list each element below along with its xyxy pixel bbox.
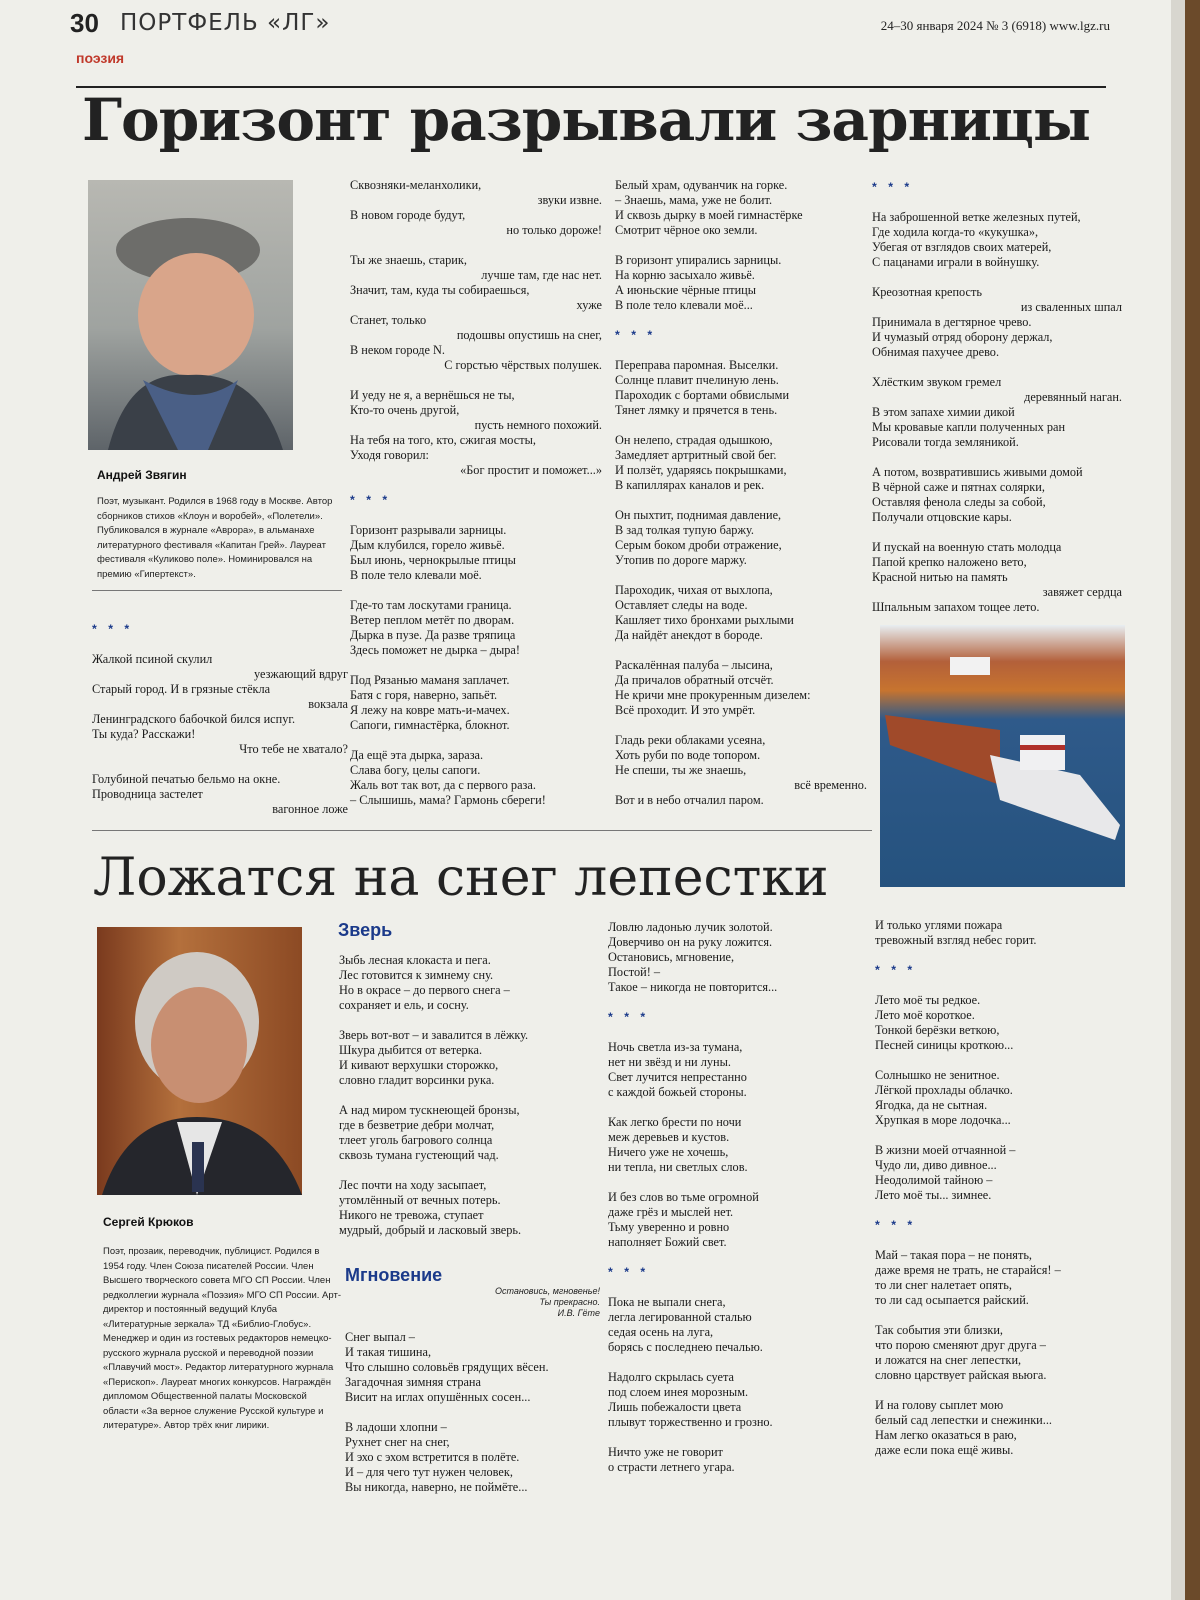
stanza-gap bbox=[608, 1025, 858, 1040]
portrait-image bbox=[97, 927, 302, 1195]
poem-line: Но в окрасе – до первого снега – bbox=[339, 983, 510, 997]
poem-line: тревожный взгляд небес горит. bbox=[875, 933, 1037, 947]
poem-line: Уходя говорил: bbox=[350, 448, 429, 462]
poem-line: Тьму уверенно и ровно bbox=[608, 1220, 730, 1234]
poem-line: Старый город. И в грязные стёкла bbox=[92, 682, 271, 696]
poem-line: Утопив по дороге маржу. bbox=[615, 553, 747, 567]
poem-line: Замедляет артритный свой бег. bbox=[615, 448, 777, 462]
poem-title-zver: Зверь bbox=[338, 920, 393, 940]
poem-line: звуки извне. bbox=[537, 193, 602, 207]
poem-line: нет ни звёзд и ни луны. bbox=[608, 1055, 731, 1069]
poem-line: Дырка в пузе. Да разве тряпица bbox=[350, 628, 516, 642]
stanza-stars: * * * bbox=[608, 1265, 650, 1279]
stanza-gap bbox=[350, 373, 602, 388]
poem-line: Кашляет тихо бронхами рыхлыми bbox=[615, 613, 794, 627]
poem-line: На тебя на того, кто, сжигая мосты, bbox=[350, 433, 536, 447]
poem-line: Зверь вот-вот – и завалится в лёжку. bbox=[339, 1028, 529, 1042]
epigraph-line: Остановись, мгновенье! bbox=[494, 1286, 600, 1296]
poem-line: Он пыхтит, поднимая давление, bbox=[615, 508, 782, 522]
poem-line: Слава богу, целы сапоги. bbox=[350, 763, 481, 777]
article2-title: Ложатся на снег лепестки bbox=[93, 848, 829, 908]
a2-column4 bbox=[875, 918, 1125, 1458]
poem-line: Лето моё ты... зимнее. bbox=[875, 1188, 992, 1202]
stanza-gap bbox=[350, 733, 602, 748]
poem-line: Сквозняки-меланхолики, bbox=[350, 178, 482, 192]
poem-line: Не кричи мне прокуренным дизелем: bbox=[615, 688, 811, 702]
poem-line: Никого не тревожа, ступает bbox=[339, 1208, 484, 1222]
section-title: ПОРТФЕЛЬ «ЛГ» bbox=[120, 10, 331, 36]
poem-line: Оставляет следы на воде. bbox=[615, 598, 748, 612]
poem-line: – Слышишь, мама? Гармонь сбереги! bbox=[350, 793, 546, 807]
poem-line: Голубиной печатью бельмо на окне. bbox=[92, 772, 281, 786]
stanza-gap bbox=[615, 493, 867, 508]
poem-line: В новом городе будут, bbox=[350, 208, 466, 222]
epigraph-line: Ты прекрасно. bbox=[539, 1297, 600, 1307]
stanza-stars: * * * bbox=[92, 622, 134, 636]
poem-line: В поле тело клевали моё. bbox=[350, 568, 482, 582]
poem-line: Оставляя фенола следы за собой, bbox=[872, 495, 1046, 509]
a2-column3 bbox=[608, 920, 858, 1475]
stanza-gap bbox=[875, 1053, 1125, 1068]
poem-line: И уеду не я, а вернёшься не ты, bbox=[350, 388, 515, 402]
poem-line: Всё проходит. И это умрёт. bbox=[615, 703, 756, 717]
poem-line: Неодолимой тайною – bbox=[875, 1173, 993, 1187]
stanza-gap bbox=[608, 1175, 858, 1190]
poem-line: Он нелепо, страдая одышкою, bbox=[615, 433, 773, 447]
stanza-stars: * * * bbox=[350, 493, 392, 507]
poem-line: Солнце плавит пчелиную лень. bbox=[615, 373, 779, 387]
poem-line: Вот и в небо отчалил паром. bbox=[615, 793, 764, 807]
poem-line: Пароходик, чихая от выхлопа, bbox=[615, 583, 773, 597]
author1-bio: Поэт, музыкант. Родился в 1968 году в Москве. Автор сборников стихов «Клоун и воробей», «Полетели». Публиковался в журнале «Аврора», в альманахе литературного фестиваля «Капитан Грей». Лауреат фестиваля «Куликово поле». Номинировался на премию «Гипертекст». bbox=[97, 496, 333, 580]
stanza-gap bbox=[872, 195, 1122, 210]
poem-line: Где-то там лоскутами граница. bbox=[350, 598, 512, 612]
poem-line: Лес готовится к зимнему сну. bbox=[339, 968, 494, 982]
stanza-gap bbox=[608, 1280, 858, 1295]
bio-divider bbox=[92, 590, 342, 591]
poem-line: В этом запахе химии дикой bbox=[872, 405, 1015, 419]
issue-date: 24–30 января 2024 № 3 (6918) www.lgz.ru bbox=[880, 18, 1110, 33]
poem-line: завяжет сердца bbox=[1042, 585, 1122, 599]
a1-column1 bbox=[92, 622, 348, 817]
stanza-gap bbox=[875, 1203, 1125, 1218]
poem-line: И кивают верхушки сторожко, bbox=[339, 1058, 499, 1072]
stanza-gap bbox=[608, 1250, 858, 1265]
stanza-gap bbox=[350, 478, 602, 493]
poem-line: Ветер пеплом метёт по дворам. bbox=[350, 613, 515, 627]
poem-line: Лес почти на ходу засыпает, bbox=[339, 1178, 487, 1192]
poem-line: Тонкой берёзки веткою, bbox=[875, 1023, 1000, 1037]
poem-line: Я лежу на ковре мать-и-мачех. bbox=[350, 703, 510, 717]
poem-line: Гладь реки облаками усеяна, bbox=[615, 733, 766, 747]
poem-line: В капиллярах каналов и рек. bbox=[615, 478, 765, 492]
stanza-gap bbox=[339, 1013, 589, 1028]
poem-line: Шкура дыбится от ветерка. bbox=[339, 1043, 483, 1057]
stanza-gap bbox=[872, 360, 1122, 375]
poem-line: В чёрной саже и пятнах солярки, bbox=[872, 480, 1045, 494]
stanza-gap bbox=[872, 450, 1122, 465]
poem-line: Май – такая пора – не понять, bbox=[875, 1248, 1032, 1262]
poem-line: С пацанами играли в войнушку. bbox=[872, 255, 1040, 269]
poem-line: Ничего уже не хочешь, bbox=[608, 1145, 729, 1159]
poem-line: сохраняет и ель, и сосну. bbox=[339, 998, 469, 1012]
a1-column3 bbox=[615, 178, 867, 808]
poem-line: Ягодка, да не сытная. bbox=[875, 1098, 988, 1112]
stanza-gap bbox=[345, 1405, 595, 1420]
poem-line: ни тепла, ни светлых слов. bbox=[608, 1160, 748, 1174]
poem-line: Лишь побежалости цвета bbox=[608, 1400, 742, 1414]
stanza-gap bbox=[608, 1100, 858, 1115]
poem-line: В жизни моей отчаянной – bbox=[875, 1143, 1016, 1157]
poem-line: то ли снег налетает опять, bbox=[875, 1278, 1012, 1292]
poem-line: Лето моё короткое. bbox=[875, 1008, 975, 1022]
stanza-gap bbox=[615, 343, 867, 358]
poem-line: уезжающий вдруг bbox=[253, 667, 348, 681]
poem-line: В неком городе N. bbox=[350, 343, 446, 357]
poem-line: Под Рязанью маманя заплачет. bbox=[350, 673, 510, 687]
poem-line: Рисовали тогда земляникой. bbox=[872, 435, 1019, 449]
poem-line: Хрупкая в море лодочка... bbox=[875, 1113, 1011, 1127]
poem-line: деревянный наган. bbox=[1024, 390, 1122, 404]
poem-line: Лёгкой прохлады облачко. bbox=[875, 1083, 1013, 1097]
poem-line: Креозотная крепость bbox=[872, 285, 982, 299]
tugboat-image bbox=[880, 625, 1125, 887]
poem-line: Ты куда? Расскажи! bbox=[92, 727, 196, 741]
poem-line: наполняет Божий свет. bbox=[608, 1235, 727, 1249]
poem-line: – Знаешь, мама, уже не болит. bbox=[615, 193, 773, 207]
poem-line: мудрый, добрый и ласковый зверь. bbox=[339, 1223, 522, 1237]
stanza-gap bbox=[872, 270, 1122, 285]
poem-line: Переправа паромная. Выселки. bbox=[615, 358, 779, 372]
author2-name: Сергей Крюков bbox=[103, 1215, 194, 1229]
poem-line: вокзала bbox=[308, 697, 348, 711]
poem-line: В зад толкая тупую баржу. bbox=[615, 523, 754, 537]
stanza-stars: * * * bbox=[615, 328, 657, 342]
poem-line: Мы кровавые капли полученных ран bbox=[872, 420, 1066, 434]
poem-line: Постой! – bbox=[608, 965, 661, 979]
poem-line: Белый храм, одуванчик на горке. bbox=[615, 178, 788, 192]
stanza-gap bbox=[872, 525, 1122, 540]
poem-line: тлеет уголь багрового солнца bbox=[339, 1133, 493, 1147]
poem-line: А над миром тускнеющей бронзы, bbox=[339, 1103, 520, 1117]
a1-column2 bbox=[350, 178, 602, 808]
poem-line: И пускай на военную стать молодца bbox=[872, 540, 1062, 554]
stanza-gap bbox=[875, 1308, 1125, 1323]
poem-line: Жалкой псиной скулил bbox=[92, 652, 213, 666]
poem-line: И такая тишина, bbox=[345, 1345, 432, 1359]
page-edge bbox=[1171, 0, 1185, 1600]
poem-line: Обнимая пахучее древо. bbox=[872, 345, 1000, 359]
poem-line: Загадочная зимняя страна bbox=[345, 1375, 481, 1389]
river-photo bbox=[880, 625, 1125, 887]
poem-line: Здесь поможет не дырка – дыра! bbox=[350, 643, 520, 657]
poem-line: Ты же знаешь, старик, bbox=[350, 253, 467, 267]
poem-line: И сквозь дырку в моей гимнастёрке bbox=[615, 208, 803, 222]
poem-line: всё временно. bbox=[794, 778, 867, 792]
epigraph-author: И.В. Гёте bbox=[557, 1308, 600, 1318]
poem-line: о страсти летнего угара. bbox=[608, 1460, 735, 1474]
stanza-gap bbox=[608, 995, 858, 1010]
poem-line: легла легированной сталью bbox=[608, 1310, 752, 1324]
stanza-gap bbox=[350, 508, 602, 523]
stanza-gap bbox=[615, 718, 867, 733]
poem-line: Такое – никогда не повторится... bbox=[608, 980, 778, 994]
poem-line: Хлёстким звуком гремел bbox=[872, 375, 1002, 389]
poem-line: В горизонт упирались зарницы. bbox=[615, 253, 782, 267]
stanza-gap bbox=[875, 1128, 1125, 1143]
stanza-gap bbox=[608, 1430, 858, 1445]
poem-line: Кто-то очень другой, bbox=[350, 403, 460, 417]
poem-line: Да ещё эта дырка, зараза. bbox=[350, 748, 484, 762]
poem-line: Ночь светла из-за тумана, bbox=[608, 1040, 743, 1054]
poem-line: и ложатся на снег лепестки, bbox=[875, 1353, 1022, 1367]
poem-line: И только углями пожара bbox=[875, 918, 1003, 932]
poem-line: Чудо ли, диво дивное... bbox=[875, 1158, 997, 1172]
poem-line: И ползёт, ударяясь покрышками, bbox=[615, 463, 787, 477]
poem-line: с каждой божьей стороны. bbox=[608, 1085, 747, 1099]
poem-line: Снег выпал – bbox=[345, 1330, 415, 1344]
poem-line: Значит, там, куда ты собираешься, bbox=[350, 283, 530, 297]
stanza-gap bbox=[350, 658, 602, 673]
poem-line: Доверчиво он на руку ложится. bbox=[608, 935, 773, 949]
a2-poem-mgnovenie bbox=[345, 1330, 595, 1495]
poem-line: Нам легко оказаться в раю, bbox=[875, 1428, 1017, 1442]
poem-line: Так события эти близки, bbox=[875, 1323, 1003, 1337]
poem-line: утомлённый от вечных потерь. bbox=[339, 1193, 501, 1207]
poem-line: Получали отцовские кары. bbox=[872, 510, 1012, 524]
poem-line: Остановись, мгновение, bbox=[608, 950, 735, 964]
poem-line: Ленинградского бабочкой бился испуг. bbox=[92, 712, 296, 726]
poem-line: Что тебе не хватало? bbox=[239, 742, 348, 756]
poem-line: Раскалённая палуба – лысина, bbox=[615, 658, 773, 672]
poem-line: из сваленных шпал bbox=[1020, 300, 1122, 314]
poem-line: И чумазый отряд оборону держал, bbox=[872, 330, 1053, 344]
poem-line: Где ходила когда-то «кукушка», bbox=[872, 225, 1039, 239]
poem-line: даже грёз и мыслей нет. bbox=[608, 1205, 734, 1219]
poem-line: Жаль вот так вот, да с первого раза. bbox=[350, 778, 536, 792]
stanza-gap bbox=[615, 568, 867, 583]
portrait-image bbox=[88, 180, 293, 450]
stanza-gap bbox=[875, 948, 1125, 963]
poem-line: «Бог простит и поможет...» bbox=[460, 463, 602, 477]
poem-line: Батя с горя, наверно, запьёт. bbox=[350, 688, 498, 702]
author2-bio: Поэт, прозаик, переводчик, публицист. Родился в 1954 году. Член Союза писателей России. Член Высшего творческого совета МГО СП России. Член редколлегии журнала «Поэзия» МГО СП России. Арт-директор и постоянный ведущий Клуба «Литературные зеркала» ТД «Библио-Глобус». Менеджер и один из гостевых редакторов немецко-русского журнала русской и переводной поэзии «Плавучий мост». Редактор литературного журнала «Перископ». Лауреат многих конкурсов. Награждён дипломом Общественной палаты Московской области «За верное служение Русской культуре и литературе». Автор трёх книг лирики. bbox=[103, 1246, 341, 1431]
poem-line: вагонное ложе bbox=[272, 802, 348, 816]
poem-line: И – для чего тут нужен человек, bbox=[345, 1465, 513, 1479]
poem-line: Красной нитью на память bbox=[872, 570, 1008, 584]
poem-line: Свет лучится непрестанно bbox=[608, 1070, 747, 1084]
poem-line: Станет, только bbox=[350, 313, 427, 327]
poem-line: сквозь тумана густеющий чад. bbox=[339, 1148, 499, 1162]
poem-line: В ладоши хлопни – bbox=[345, 1420, 447, 1434]
poem-line: белый сад лепестки и снежинки... bbox=[875, 1413, 1052, 1427]
poem-line: Что слышно соловьёв грядущих вёсен. bbox=[345, 1360, 549, 1374]
poem-line: На заброшенной ветке железных путей, bbox=[872, 210, 1081, 224]
poem-line: Проводница застелет bbox=[92, 787, 203, 801]
stanza-stars: * * * bbox=[875, 1218, 917, 1232]
stanza-gap bbox=[875, 978, 1125, 993]
poem-line: Тянет лямку и прячется в тень. bbox=[615, 403, 778, 417]
poem-line: подошвы опустишь на снег, bbox=[456, 328, 602, 342]
stanza-stars: * * * bbox=[875, 963, 917, 977]
poem-line: И без слов во тьме огромной bbox=[608, 1190, 759, 1204]
poem-line: Солнышко не зенитное. bbox=[875, 1068, 1000, 1082]
epigraph bbox=[440, 1286, 600, 1319]
article-divider bbox=[92, 830, 872, 831]
poem-line: Висит на иглах опушённых сосен... bbox=[345, 1390, 531, 1404]
poem-line: лучше там, где нас нет. bbox=[481, 268, 602, 282]
poem-line: Пока не выпали снега, bbox=[608, 1295, 726, 1309]
stanza-gap bbox=[615, 643, 867, 658]
poem-line: С горстью чёрствых полушек. bbox=[444, 358, 602, 372]
stanza-gap bbox=[350, 583, 602, 598]
poem-line: Пароходик с бортами обвислыми bbox=[615, 388, 790, 402]
poem-line: В поле тело клевали моё... bbox=[615, 298, 753, 312]
poem-line: Папой крепко наложено вето, bbox=[872, 555, 1027, 569]
stanza-gap bbox=[615, 238, 867, 253]
poem-line: пусть немного похожий. bbox=[474, 418, 602, 432]
poem-line: седая осень на луга, bbox=[608, 1325, 714, 1339]
author1-name: Андрей Звягин bbox=[97, 468, 187, 482]
stanza-gap bbox=[615, 418, 867, 433]
stanza-gap bbox=[875, 1233, 1125, 1248]
poem-line: Ничто уже не говорит bbox=[608, 1445, 723, 1459]
poem-line: Зыбь лесная клокаста и пега. bbox=[339, 953, 491, 967]
poem-line: но только дороже! bbox=[506, 223, 602, 237]
poem-line: Горизонт разрывали зарницы. bbox=[350, 523, 507, 537]
poem-line: даже если пока ещё живы. bbox=[875, 1443, 1014, 1457]
poem-line: Да причалов обратный отсчёт. bbox=[615, 673, 774, 687]
poem-line: даже время не трать, не старайся! – bbox=[875, 1263, 1061, 1277]
poem-line: Убегая от взглядов своих матерей, bbox=[872, 240, 1052, 254]
poem-line: И на голову сыплет мою bbox=[875, 1398, 1004, 1412]
poem-line: Как легко брести по ночи bbox=[608, 1115, 742, 1129]
poem-line: И эхо с эхом встретится в полёте. bbox=[345, 1450, 520, 1464]
a1-column4 bbox=[872, 180, 1122, 615]
poem-line: Ловлю ладонью лучик золотой. bbox=[608, 920, 773, 934]
poem-line: плывут торжественно и грозно. bbox=[608, 1415, 773, 1429]
poem-line: Сапоги, гимнастёрка, блокнот. bbox=[350, 718, 510, 732]
poem-line: борясь с последнею печалью. bbox=[608, 1340, 763, 1354]
rubric-label: поэзия bbox=[76, 50, 125, 66]
poem-line: то ли сад осыпается райский. bbox=[875, 1293, 1029, 1307]
stanza-gap bbox=[615, 313, 867, 328]
poem-line: хуже bbox=[576, 298, 602, 312]
poem-line: Дым клубился, горело живьё. bbox=[350, 538, 505, 552]
poem-line: Был июнь, чернокрылые птицы bbox=[350, 553, 516, 567]
stanza-gap bbox=[339, 1088, 589, 1103]
poem-line: словно царствует райская вьюга. bbox=[875, 1368, 1047, 1382]
poem-line: что порою сменяют друг друга – bbox=[875, 1338, 1046, 1352]
stanza-gap bbox=[92, 757, 348, 772]
stanza-gap bbox=[875, 1383, 1125, 1398]
stanza-gap bbox=[339, 1163, 589, 1178]
stanza-gap bbox=[350, 238, 602, 253]
poem-line: Серым боком дроби отражение, bbox=[615, 538, 782, 552]
poem-line: А июньские чёрные птицы bbox=[615, 283, 756, 297]
stanza-gap bbox=[608, 1355, 858, 1370]
poem-line: Надолго скрылась суета bbox=[608, 1370, 734, 1384]
poem-line: Хоть руби по воде топором. bbox=[615, 748, 761, 762]
poem-line: Не спеши, ты же знаешь, bbox=[615, 763, 747, 777]
poem-line: Смотрит чёрное око земли. bbox=[615, 223, 758, 237]
author2-photo bbox=[97, 927, 302, 1195]
poem-line: Рухнет снег на снег, bbox=[345, 1435, 450, 1449]
article1-title: Горизонт разрывали зарницы bbox=[82, 86, 1091, 154]
poem-line: А потом, возвратившись живыми домой bbox=[872, 465, 1083, 479]
poem-line: Принимала в дегтярное чрево. bbox=[872, 315, 1032, 329]
poem-line: под слоем инея морозным. bbox=[608, 1385, 749, 1399]
stanza-gap bbox=[92, 637, 348, 652]
poem-line: Песней синицы кроткою... bbox=[875, 1038, 1014, 1052]
poem-line: Да найдёт анекдот в бороде. bbox=[615, 628, 763, 642]
page-header bbox=[70, 8, 1110, 42]
poem-line: где в безветрие дебри молчат, bbox=[339, 1118, 495, 1132]
author1-photo bbox=[88, 180, 293, 450]
poem-line: Лето моё ты редкое. bbox=[875, 993, 981, 1007]
poem-line: На корню засыхало живьё. bbox=[615, 268, 755, 282]
page-number: 30 bbox=[70, 8, 99, 38]
poem-line: словно гладит ворсинки рука. bbox=[339, 1073, 495, 1087]
poem-line: меж деревьев и кустов. bbox=[608, 1130, 730, 1144]
a2-poem-zver bbox=[339, 953, 589, 1238]
poem-line: Шпальным запахом тощее лето. bbox=[872, 600, 1040, 614]
stanza-stars: * * * bbox=[872, 180, 914, 194]
stanza-stars: * * * bbox=[608, 1010, 650, 1024]
poem-title-mgnovenie: Мгновение bbox=[345, 1265, 443, 1285]
poem-line: Вы никогда, наверно, не поймёте... bbox=[345, 1480, 528, 1494]
